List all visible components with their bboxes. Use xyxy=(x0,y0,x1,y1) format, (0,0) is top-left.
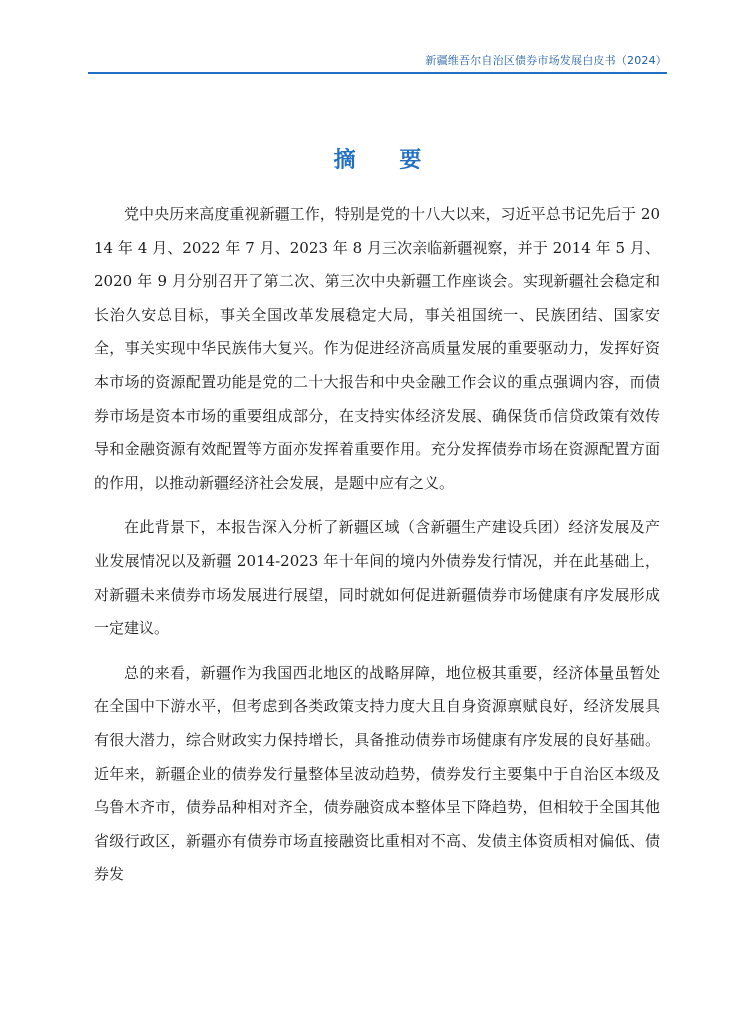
running-header-title: 新疆维吾尔自治区债券市场发展白皮书（2024） xyxy=(425,54,667,67)
paragraph-1: 党中央历来高度重视新疆工作，特别是党的十八大以来，习近平总书记先后于 2014 年 4 月、2022 年 7 月、2023 年 8 月三次亲临新疆视察，并于 2014 年 5 月、2020 年 9 月分别召开了第二次、第三次中央新疆工作座谈会。实现新疆社会稳定和长治久安总目标，事关全国改革发展稳定大局，事关祖国统一、民族团结、国家安全，事关实现中华民族伟大复兴。作为促进经济高质量发展的重要驱动力，发挥好资本市场的资源配置功能是党的二十大报告和中央金融工作会议的重点强调内容，而债券市场是资本市场的重要组成部分，在支持实体经济发展、确保货币信贷政策有效传导和金融资源有效配置等方面亦发挥着重要作用。充分发挥债券市场在资源配置方面的作用，以推动新疆经济社会发展，是题中应有之义。 xyxy=(94,205,660,492)
page-title: 摘 要 xyxy=(333,148,440,173)
header-divider xyxy=(88,72,667,74)
paragraph-3: 总的来看，新疆作为我国西北地区的战略屏障，地位极其重要，经济体量虽暂处在全国中下游水平，但考虑到各类政策支持力度大且自身资源禀赋良好，经济发展具有很大潜力，综合财政实力保持增长，具备推动债券市场健康有序发展的良好基础。近年来，新疆企业的债券发行量整体呈波动趋势，债券发行主要集中于自治区本级及乌鲁木齐市，债券品种相对齐全，债券融资成本整体呈下降趋势，但相较于全国其他省级行政区，新疆亦有债券市场直接融资比重相对不高、发债主体资质相对偏低、债券发 xyxy=(94,663,660,884)
body-text xyxy=(94,198,660,903)
paragraph-2: 在此背景下，本报告深入分析了新疆区域（含新疆生产建设兵团）经济发展及产业发展情况以及新疆 2014-2023 年十年间的境内外债券发行情况，并在此基础上，对新疆未来债券市场发展进行展望，同时就如何促进新疆债券市场健康有序发展形成一定建议。 xyxy=(94,518,660,638)
